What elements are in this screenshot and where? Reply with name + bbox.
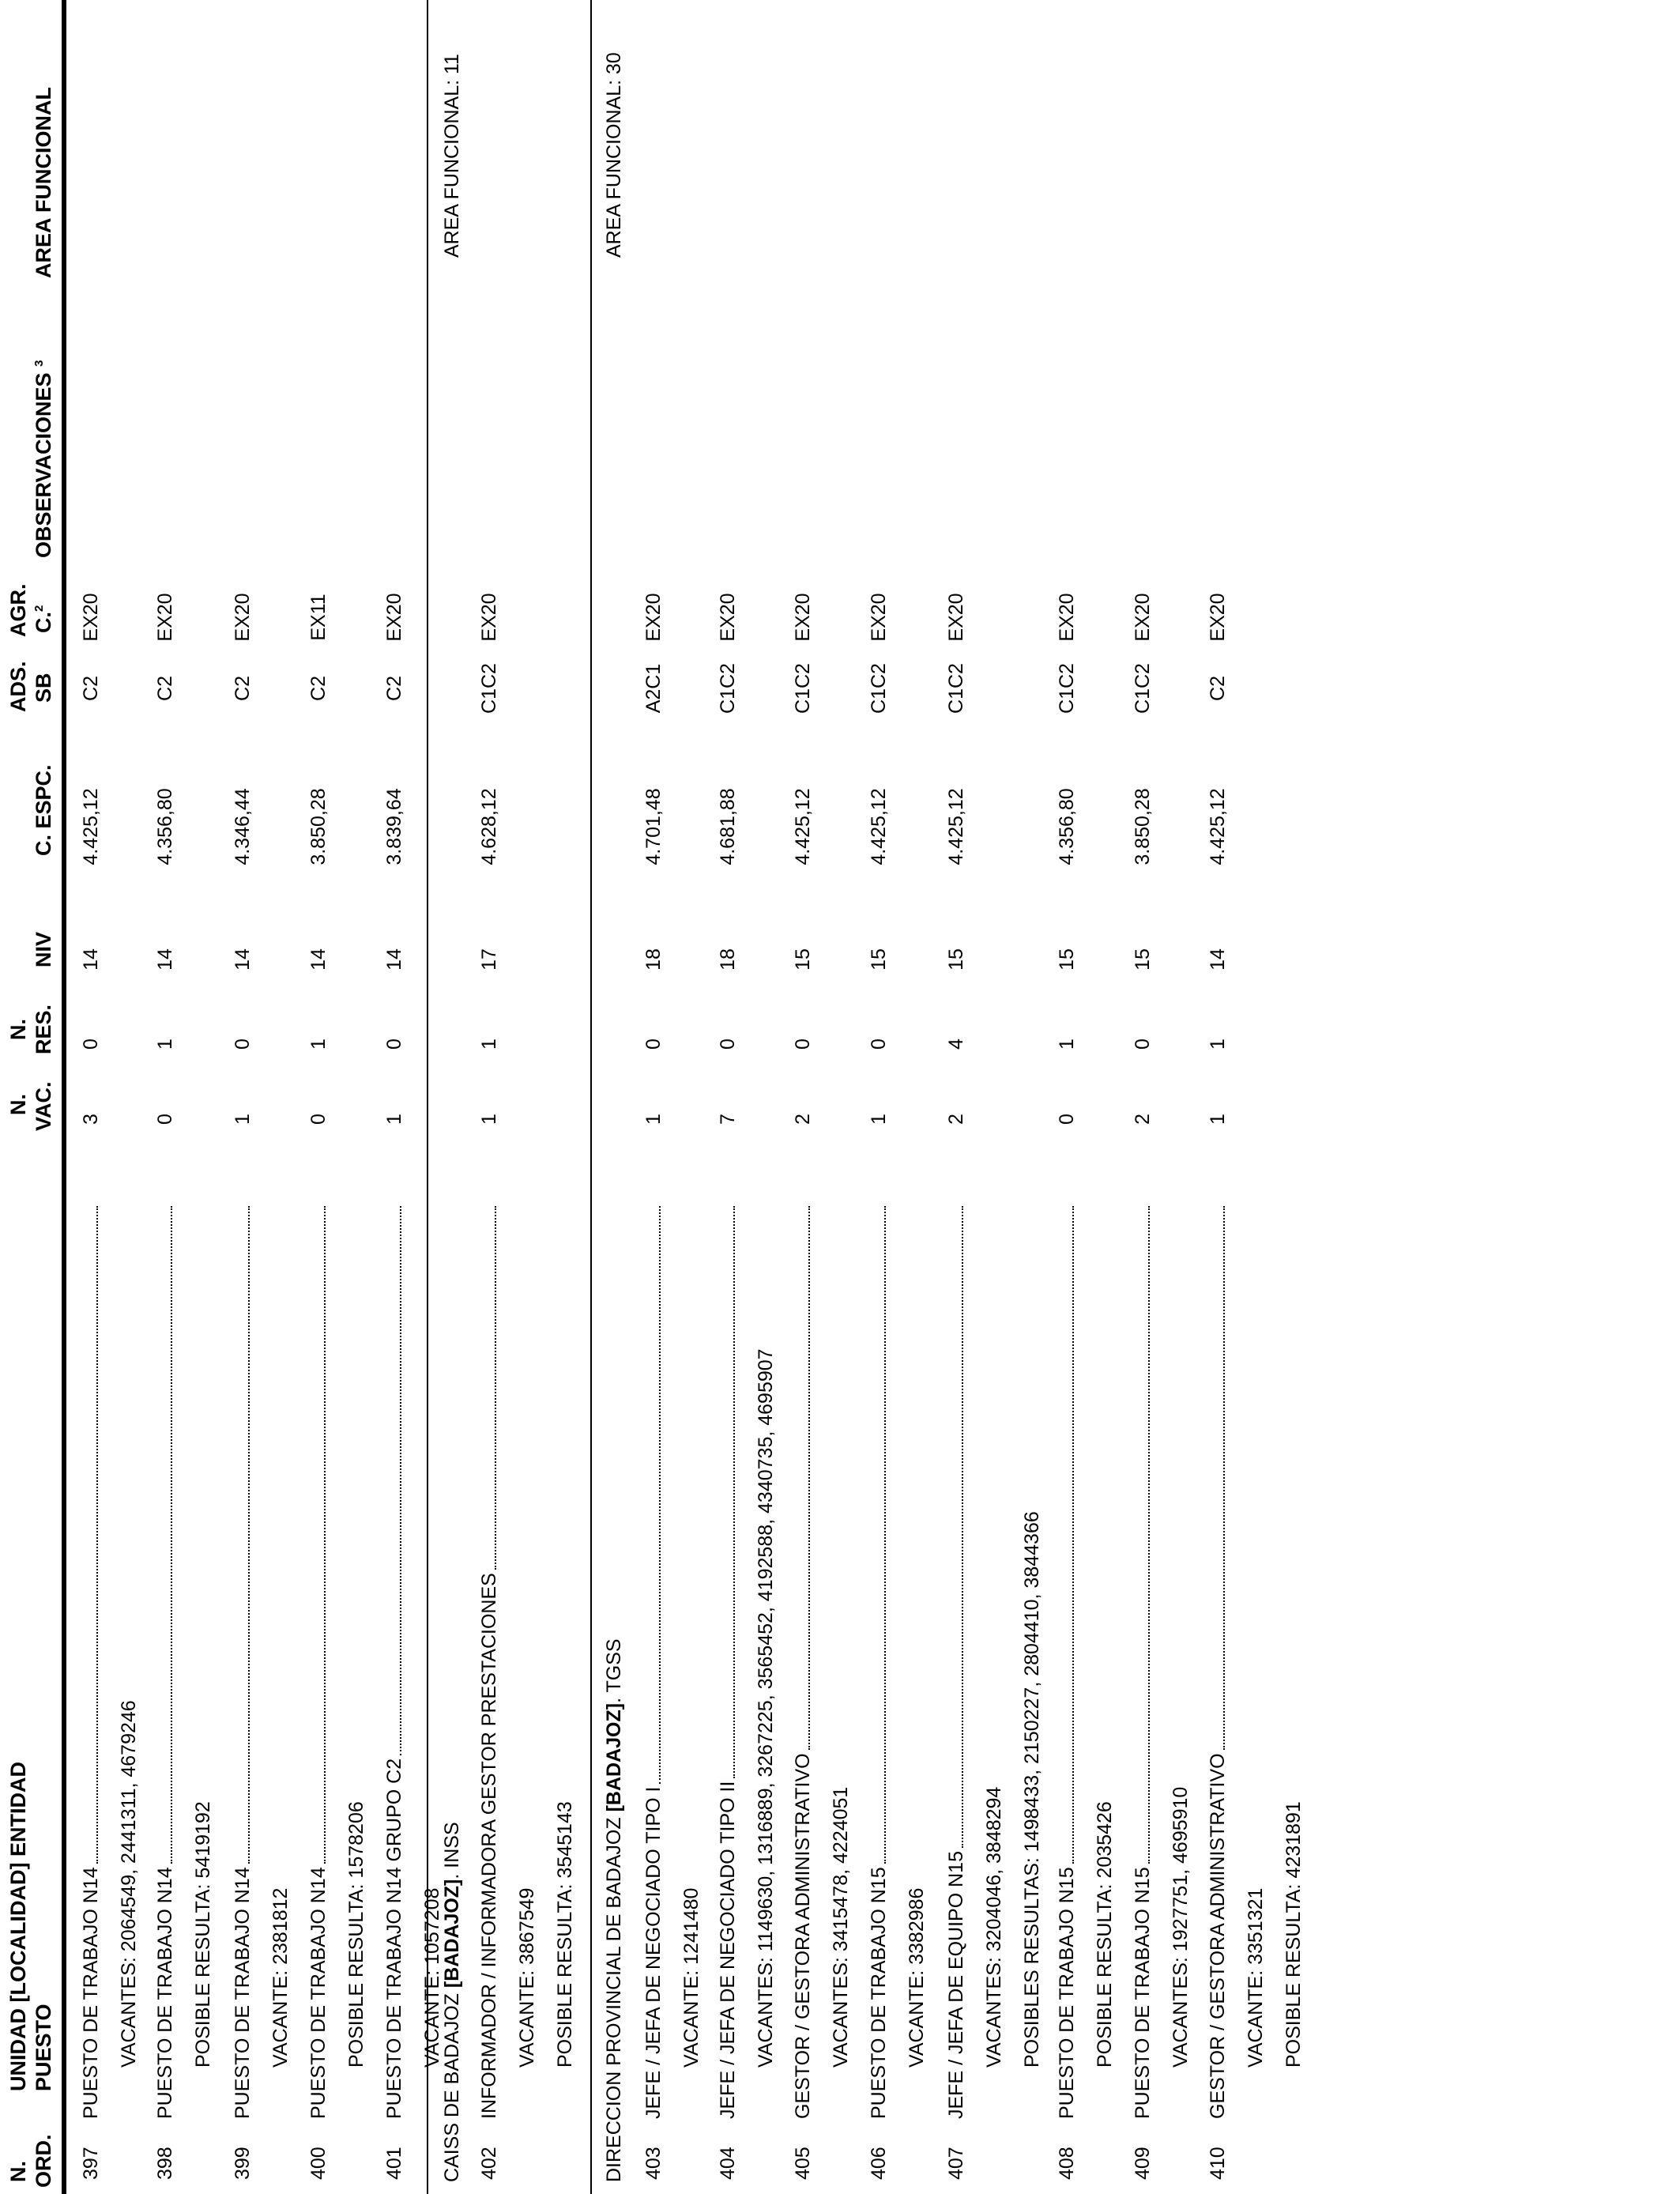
row-ord-number: 400 (307, 2147, 330, 2180)
row-niv: 14 (1207, 948, 1229, 971)
row-puesto: JEFE / JEFA DE NEGOCIADO TIPO II (717, 1781, 739, 2119)
header-nres-2: RES. (32, 1004, 55, 1054)
row-agr-c: EX20 (642, 593, 665, 642)
row-puesto: GESTOR / GESTORA ADMINISTRATIVO (792, 1753, 814, 2119)
row-ord-number: 399 (232, 2147, 254, 2180)
row-sub-line: POSIBLE RESULTA: 2035426 (1094, 1801, 1116, 2068)
row-sub-line: VACANTE: 3382986 (906, 1887, 928, 2068)
leader-dots (96, 1206, 98, 1864)
row-n-vac: 1 (383, 1114, 405, 1125)
row-n-vac: 0 (307, 1114, 330, 1125)
row-c-espc: 4.425,12 (868, 788, 890, 865)
row-ord-number: 404 (717, 2147, 739, 2180)
row-sub-line: VACANTE: 3867549 (516, 1887, 538, 2068)
header-nvac-2: VAC. (32, 1081, 55, 1131)
row-sub-line: VACANTES: 3415478, 4224051 (830, 1786, 852, 2068)
row-niv: 15 (868, 948, 890, 971)
row-agr-c: EX20 (383, 593, 405, 642)
header-adssb-2: SB (32, 673, 55, 703)
row-c-espc: 4.701,48 (642, 788, 665, 865)
header-n-ord-2: ORD. (32, 2134, 55, 2188)
row-agr-c: EX20 (232, 593, 254, 642)
header-observaciones: OBSERVACIONES $^3$ (32, 360, 55, 558)
row-sub-line: POSIBLE RESULTA: 4231891 (1283, 1801, 1305, 2068)
leader-dots (1223, 1206, 1225, 1750)
row-ads-sb: C1C2 (1132, 663, 1154, 714)
row-sub-line: VACANTE: 3351321 (1245, 1887, 1267, 2068)
leader-dots (495, 1206, 496, 1570)
row-ord-number: 407 (945, 2147, 967, 2180)
row-n-vac: 2 (792, 1114, 814, 1125)
row-sub-line: POSIBLE RESULTA: 5419192 (192, 1801, 214, 2068)
unit-header-caiss: CAISS DE BADAJOZ [BADAJOZ]. INSS (441, 1822, 463, 2182)
row-n-res: 0 (1132, 1039, 1154, 1050)
row-sub-line: VACANTE: 2381812 (269, 1887, 292, 2068)
row-puesto: PUESTO DE TRABAJO N14 GRUPO C2 (383, 1758, 405, 2119)
leader-dots (1148, 1206, 1150, 1864)
row-sub-line: VACANTE: 1057208 (421, 1887, 443, 2068)
leader-dots (733, 1206, 735, 1778)
row-n-res: 1 (154, 1039, 176, 1050)
row-n-vac: 1 (1207, 1114, 1229, 1125)
header-area-funcional: AREA FUNCIONAL (32, 87, 55, 278)
row-agr-c: EX20 (792, 593, 814, 642)
row-sub-line: VACANTE: 1241480 (680, 1887, 703, 2068)
leader-dots (324, 1206, 326, 1864)
header-n-ord-1: N. (6, 2161, 30, 2182)
row-ads-sb: C2 (232, 676, 254, 701)
row-agr-c: EX20 (945, 593, 967, 642)
row-n-res: 0 (383, 1039, 405, 1050)
row-puesto: PUESTO DE TRABAJO N14 (80, 1867, 102, 2119)
row-niv: 15 (945, 948, 967, 971)
row-agr-c: EX11 (307, 594, 330, 641)
row-puesto: INFORMADOR / INFORMADORA GESTOR PRESTACIONES (478, 1573, 500, 2119)
leader-dots (884, 1206, 886, 1864)
row-n-res: 1 (1207, 1039, 1229, 1050)
row-sub-line: VACANTES: 2064549, 2441311, 4679246 (118, 1700, 140, 2068)
row-puesto: PUESTO DE TRABAJO N14 (307, 1867, 330, 2119)
row-n-res: 1 (478, 1039, 500, 1050)
row-c-espc: 3.839,64 (383, 788, 405, 865)
row-agr-c: EX20 (154, 593, 176, 642)
row-c-espc: 4.346,44 (232, 788, 254, 865)
row-puesto: JEFE / JEFA DE NEGOCIADO TIPO I (642, 1786, 665, 2119)
area-funcional-11: AREA FUNCIONAL: 11 (441, 54, 463, 258)
row-puesto: JEFE / JEFA DE EQUIPO N15 (945, 1851, 967, 2119)
row-n-vac: 1 (642, 1114, 665, 1125)
area-funcional-30: AREA FUNCIONAL: 30 (603, 52, 625, 258)
row-ads-sb: C2 (383, 676, 405, 701)
row-n-vac: 2 (1132, 1114, 1154, 1125)
row-ord-number: 408 (1056, 2147, 1078, 2180)
row-n-vac: 2 (945, 1114, 967, 1125)
row-n-vac: 1 (868, 1114, 890, 1125)
row-n-res: 1 (1056, 1039, 1078, 1050)
row-niv: 14 (80, 948, 102, 971)
header-agrc-2: C.$^2$ (32, 605, 55, 633)
row-niv: 15 (792, 948, 814, 971)
row-ads-sb: C1C2 (792, 663, 814, 714)
row-sub-line: VACANTES: 1927751, 4695910 (1170, 1786, 1192, 2068)
row-sub-line: VACANTES: 1149630, 1316889, 3267225, 3565452, 4192588, 4340735, 4695907 (755, 1348, 777, 2068)
row-n-vac: 1 (478, 1114, 500, 1125)
header-agrc-1: AGR. (6, 583, 30, 637)
row-agr-c: EX20 (1207, 593, 1229, 642)
row-niv: 18 (717, 948, 739, 971)
row-niv: 14 (154, 948, 176, 971)
row-sub-line: VACANTES: 3204046, 3848294 (983, 1786, 1005, 2068)
row-n-res: 0 (868, 1039, 890, 1050)
row-agr-c: EX20 (717, 593, 739, 642)
row-ord-number: 403 (642, 2147, 665, 2180)
row-ads-sb: C1C2 (1056, 663, 1078, 714)
row-ord-number: 402 (478, 2147, 500, 2180)
row-ord-number: 398 (154, 2147, 176, 2180)
row-n-vac: 0 (154, 1114, 176, 1125)
row-agr-c: EX20 (1132, 593, 1154, 642)
row-niv: 15 (1056, 948, 1078, 971)
row-puesto: PUESTO DE TRABAJO N15 (1132, 1867, 1154, 2119)
row-niv: 18 (642, 948, 665, 971)
row-agr-c: EX20 (1056, 593, 1078, 642)
header-unidad: UNIDAD [LOCALIDAD] ENTIDAD (6, 1762, 30, 2091)
row-n-res: 0 (642, 1039, 665, 1050)
row-n-vac: 3 (80, 1114, 102, 1125)
row-ads-sb: C1C2 (868, 663, 890, 714)
row-ord-number: 410 (1207, 2147, 1229, 2180)
row-niv: 17 (478, 948, 500, 971)
leader-dots (400, 1206, 401, 1755)
row-puesto: PUESTO DE TRABAJO N15 (868, 1867, 890, 2119)
row-n-res: 0 (792, 1039, 814, 1050)
row-c-espc: 4.425,12 (945, 788, 967, 865)
row-c-espc: 3.850,28 (307, 788, 330, 865)
row-ads-sb: A2C1 (642, 663, 665, 714)
leader-dots (1072, 1206, 1074, 1864)
row-puesto: PUESTO DE TRABAJO N14 (232, 1867, 254, 2119)
row-puesto: GESTOR / GESTORA ADMINISTRATIVO (1207, 1753, 1229, 2119)
row-ord-number: 409 (1132, 2147, 1154, 2180)
row-niv: 14 (383, 948, 405, 971)
row-niv: 14 (307, 948, 330, 971)
header-adssb-1: ADS. (6, 661, 30, 712)
row-c-espc: 4.356,80 (154, 788, 176, 865)
leader-dots (962, 1206, 963, 1848)
row-n-res: 0 (232, 1039, 254, 1050)
row-c-espc: 4.628,12 (478, 788, 500, 865)
row-n-res: 0 (80, 1039, 102, 1050)
row-n-res: 4 (945, 1039, 967, 1050)
row-ord-number: 401 (383, 2147, 405, 2180)
row-c-espc: 4.425,12 (792, 788, 814, 865)
unit-header-direccion: DIRECCION PROVINCIAL DE BADAJOZ [BADAJOZ]. TGSS (603, 1638, 625, 2182)
row-agr-c: EX20 (80, 593, 102, 642)
row-agr-c: EX20 (868, 593, 890, 642)
header-puesto: PUESTO (32, 2004, 55, 2091)
header-niv: NIV (32, 931, 55, 967)
row-c-espc: 4.681,88 (717, 788, 739, 865)
row-c-espc: 4.425,12 (80, 788, 102, 865)
header-nvac-1: N. (6, 1094, 30, 1115)
row-c-espc: 4.425,12 (1207, 788, 1229, 865)
leader-dots (248, 1206, 250, 1864)
row-n-res: 1 (307, 1039, 330, 1050)
row-n-vac: 1 (232, 1114, 254, 1125)
row-ord-number: 405 (792, 2147, 814, 2180)
header-cespc: C. ESPC. (32, 764, 55, 856)
row-agr-c: EX20 (478, 593, 500, 642)
row-n-vac: 7 (717, 1114, 739, 1125)
row-sub-line: POSIBLE RESULTA: 1578206 (345, 1801, 367, 2068)
row-sub-line: POSIBLE RESULTA: 3545143 (554, 1801, 576, 2068)
row-ads-sb: C2 (154, 676, 176, 701)
row-c-espc: 4.356,80 (1056, 788, 1078, 865)
row-ord-number: 406 (868, 2147, 890, 2180)
leader-dots (808, 1206, 810, 1750)
row-ads-sb: C2 (80, 676, 102, 701)
row-ads-sb: C2 (307, 676, 330, 701)
row-puesto: PUESTO DE TRABAJO N14 (154, 1867, 176, 2119)
row-n-vac: 0 (1056, 1114, 1078, 1125)
section-divider-2 (590, 0, 592, 2194)
header-rule (62, 0, 66, 2194)
row-puesto: PUESTO DE TRABAJO N15 (1056, 1867, 1078, 2119)
leader-dots (659, 1206, 661, 1784)
row-niv: 14 (232, 948, 254, 971)
row-c-espc: 3.850,28 (1132, 788, 1154, 865)
header-nres-1: N. (6, 1019, 30, 1040)
row-ads-sb: C1C2 (478, 663, 500, 714)
row-ads-sb: C1C2 (945, 663, 967, 714)
row-n-res: 0 (717, 1039, 739, 1050)
row-ord-number: 397 (80, 2147, 102, 2180)
row-sub-line: POSIBLES RESULTAS: 1498433, 2150227, 2804410, 3844366 (1021, 1511, 1043, 2068)
row-niv: 15 (1132, 948, 1154, 971)
row-ads-sb: C2 (1207, 676, 1229, 701)
leader-dots (171, 1206, 172, 1864)
section-divider-1 (427, 0, 428, 2194)
row-ads-sb: C1C2 (717, 663, 739, 714)
